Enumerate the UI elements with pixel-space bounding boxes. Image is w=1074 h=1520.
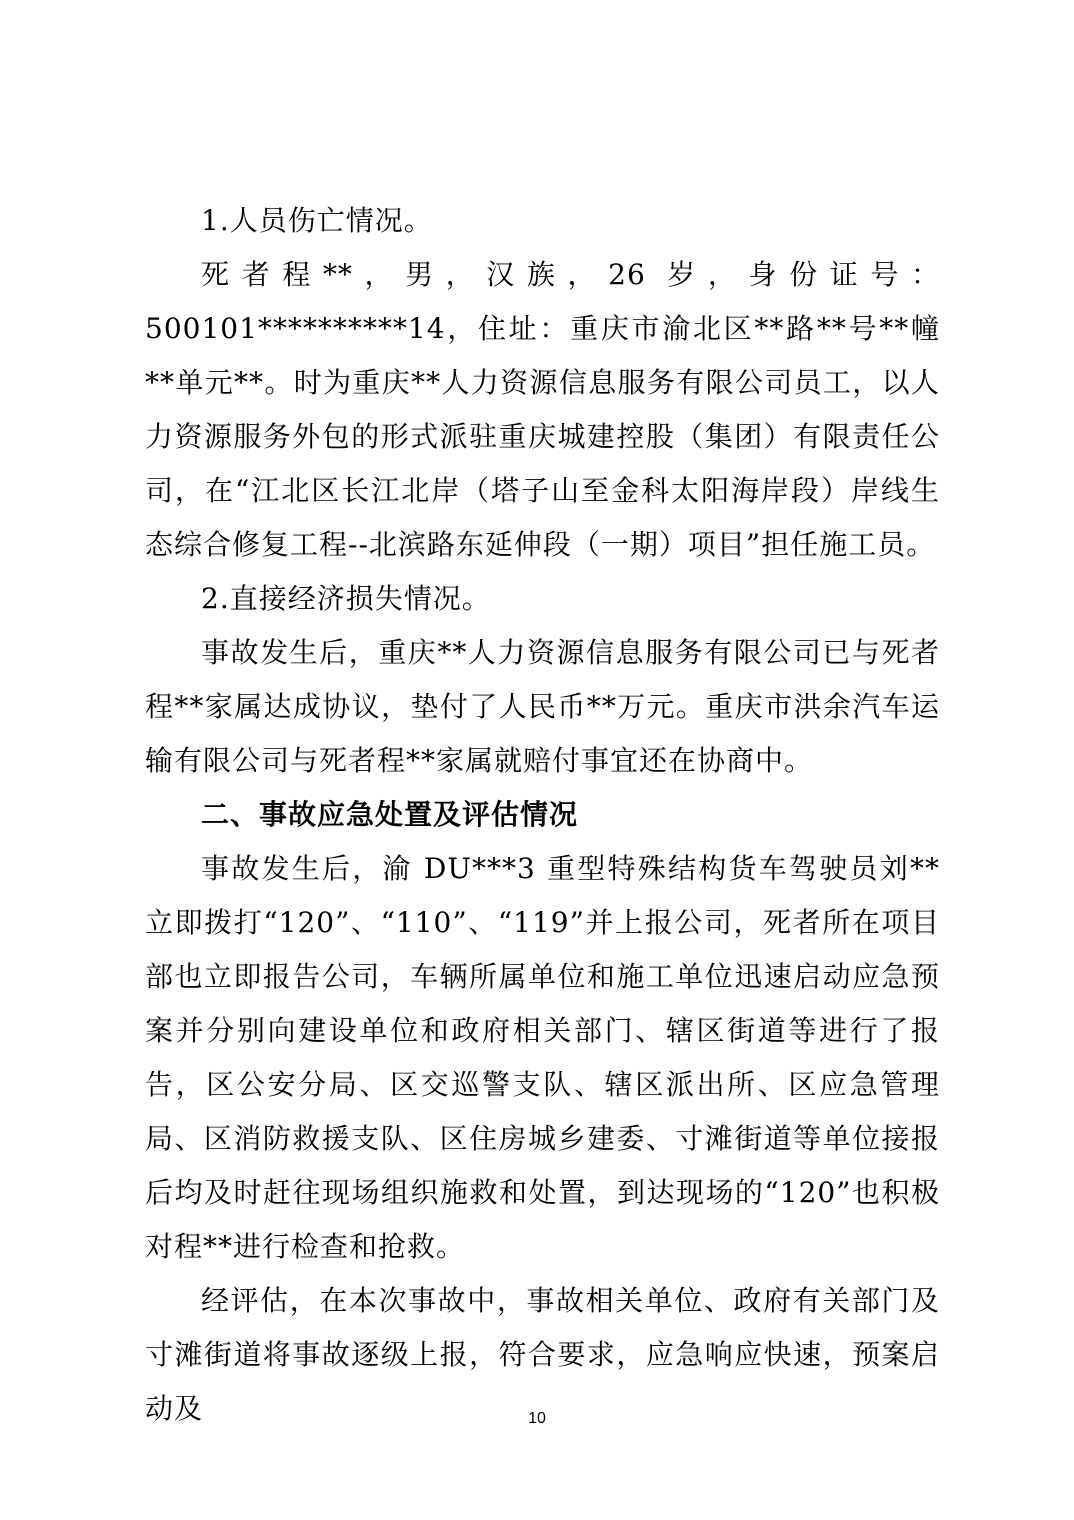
paragraph-emergency-actions: 事故发生后，渝 DU***3 重型特殊结构货车驾驶员刘**立即拨打“120”、“110”、“119”并上报公司，死者所在项目部也立即报告公司，车辆所属单位和施工单位迅速启动应急预案并分别向建设单位和政府相关部门、辖区街道等进行了报告，区公安分局、区交巡警支队、辖区派出所、区应急管理局、区消防救援支队、区住房城乡建委、寸滩街道等单位接报后均及时赶往现场组织施救和处置，到达现场的“120”也积极对程**进行检查和抢救。 (145, 852, 940, 1263)
paragraph-victim-info: 死者程**，男，汉族，26 岁，身份证号：500101**********14，住址：重庆市渝北区**路**号**幢**单元**。时为重庆**人力资源信息服务有限公司员工，以人力资源服务外包的形式派驻重庆城建控股（集团）有限责任公司，在“江北区长江北岸（塔子山至金科太阳海岸段）岸线生态综合修复工程--北滨路东延伸段（一期）项目”担任施工员。 (145, 258, 940, 561)
subheading-economic-loss: 2.直接经济损失情况。 (201, 582, 491, 615)
document-body (145, 194, 940, 1436)
paragraph-evaluation: 经评估，在本次事故中，事故相关单位、政府有关部门及寸滩街道将事故逐级上报，符合要求，应急响应快速，预案启动及 (145, 1284, 940, 1425)
section-heading-emergency-response: 二、事故应急处置及评估情况 (201, 798, 579, 831)
paragraph-compensation: 事故发生后，重庆**人力资源信息服务有限公司已与死者程**家属达成协议，垫付了人民币**万元。重庆市洪余汽车运输有限公司与死者程**家属就赔付事宜还在协商中。 (145, 636, 940, 777)
page-number: 10 (528, 1410, 546, 1427)
subheading-casualties: 1.人员伤亡情况。 (201, 204, 433, 237)
